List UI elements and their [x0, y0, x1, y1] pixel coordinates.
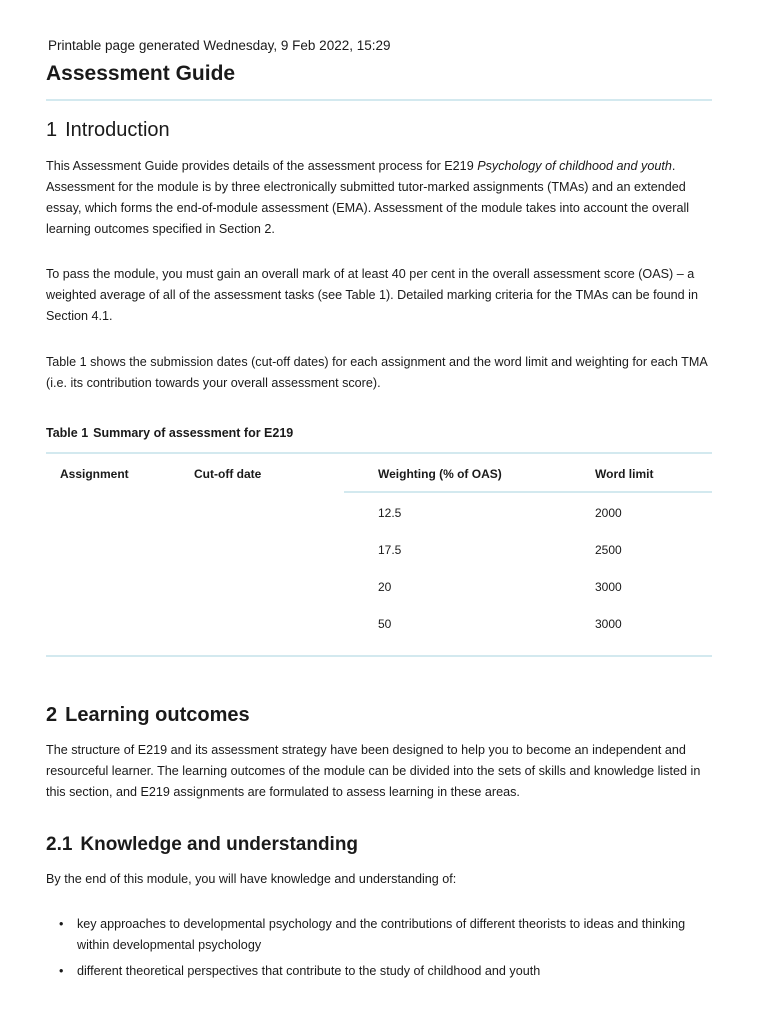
- table-row-2-weighting: 17.5: [378, 543, 402, 557]
- section-1-heading: [46, 119, 170, 142]
- table-caption: [46, 426, 293, 440]
- table-caption-text: Summary of assessment for E219: [93, 426, 294, 440]
- section-2-1-title: Knowledge and understanding: [80, 834, 359, 855]
- table-caption-number: Table 1: [46, 426, 89, 440]
- section-2-1-heading: [46, 834, 358, 856]
- section-2-1-number: 2.1: [46, 834, 73, 855]
- table-row-3-weighting: 20: [378, 580, 392, 594]
- table-header-weighting: Weighting (% of OAS): [378, 467, 502, 481]
- intro-paragraph-1-start: This Assessment Guide provides details of the assessment process for E219: [46, 159, 478, 173]
- knowledge-intro: By the end of this module, you will have knowledge and understanding of:: [46, 872, 457, 886]
- table-row-3-word-limit: 3000: [595, 580, 622, 594]
- list-item: [46, 961, 712, 982]
- assessment-summary-table: [46, 452, 712, 656]
- table-row-4-weighting: 50: [378, 617, 392, 631]
- table-row-4-word-limit: 3000: [595, 617, 622, 631]
- generated-timestamp: Printable page generated Wednesday, 9 Feb 2022, 15:29: [48, 38, 391, 53]
- table-header-divider: [344, 491, 712, 493]
- section-1-number: 1: [46, 119, 58, 141]
- bullet-icon: •: [59, 964, 64, 978]
- list-item: [46, 914, 712, 956]
- intro-paragraph-1: [46, 156, 712, 240]
- intro-paragraph-3: Table 1 shows the submission dates (cut-off dates) for each assignment and the word limit and weighting for each TMA (i.e. its contribution towards your overall assessment score).: [46, 355, 708, 390]
- list-item-text: key approaches to developmental psychology and the contributions of different theorists to ideas and thinking within developmental psychology: [77, 917, 686, 952]
- table-header-word-limit: Word limit: [595, 467, 654, 481]
- intro-paragraph-2: To pass the module, you must gain an overall mark of at least 40 per cent in the overall assessment score (OAS) – a weighted average of all of the assessment tasks (see Table 1). Detailed marking criteria for the TMAs can be found in Section 4.1.: [46, 267, 698, 323]
- table-row-2-word-limit: 2500: [595, 543, 622, 557]
- document-title: Assessment Guide: [46, 62, 236, 85]
- table-row-1-weighting: 12.5: [378, 506, 402, 520]
- module-title-italic: Psychology of childhood and youth: [477, 159, 672, 173]
- title-divider: [46, 99, 712, 101]
- intro-paragraph-1-end: . Assessment for the module is by three electronically submitted tutor-marked assignments (TMAs) and an extended essay, which forms the end-of-module assessment (EMA). Assessment of the module takes into account the overall learning outcomes specified in Section 2.: [46, 159, 690, 236]
- section-2-title: Learning outcomes: [65, 704, 250, 726]
- table-header-cutoff-date: Cut-off date: [194, 467, 262, 481]
- table-header-assignment: Assignment: [60, 467, 129, 481]
- bullet-icon: •: [59, 917, 64, 931]
- section-1-title: Introduction: [65, 119, 170, 141]
- section-2-heading: [46, 704, 250, 727]
- knowledge-list: [46, 914, 712, 987]
- list-item-text: different theoretical perspectives that contribute to the study of childhood and youth: [77, 964, 541, 978]
- table-row-1-word-limit: 2000: [595, 506, 622, 520]
- table-bottom-rule: [46, 655, 712, 657]
- learning-outcomes-paragraph: The structure of E219 and its assessment strategy have been designed to help you to become an independent and resourceful learner. The learning outcomes of the module can be divided into the sets of skills and knowledge listed in this section, and E219 assignments are formulated to assess learning in these areas.: [46, 743, 701, 799]
- section-2-number: 2: [46, 704, 58, 726]
